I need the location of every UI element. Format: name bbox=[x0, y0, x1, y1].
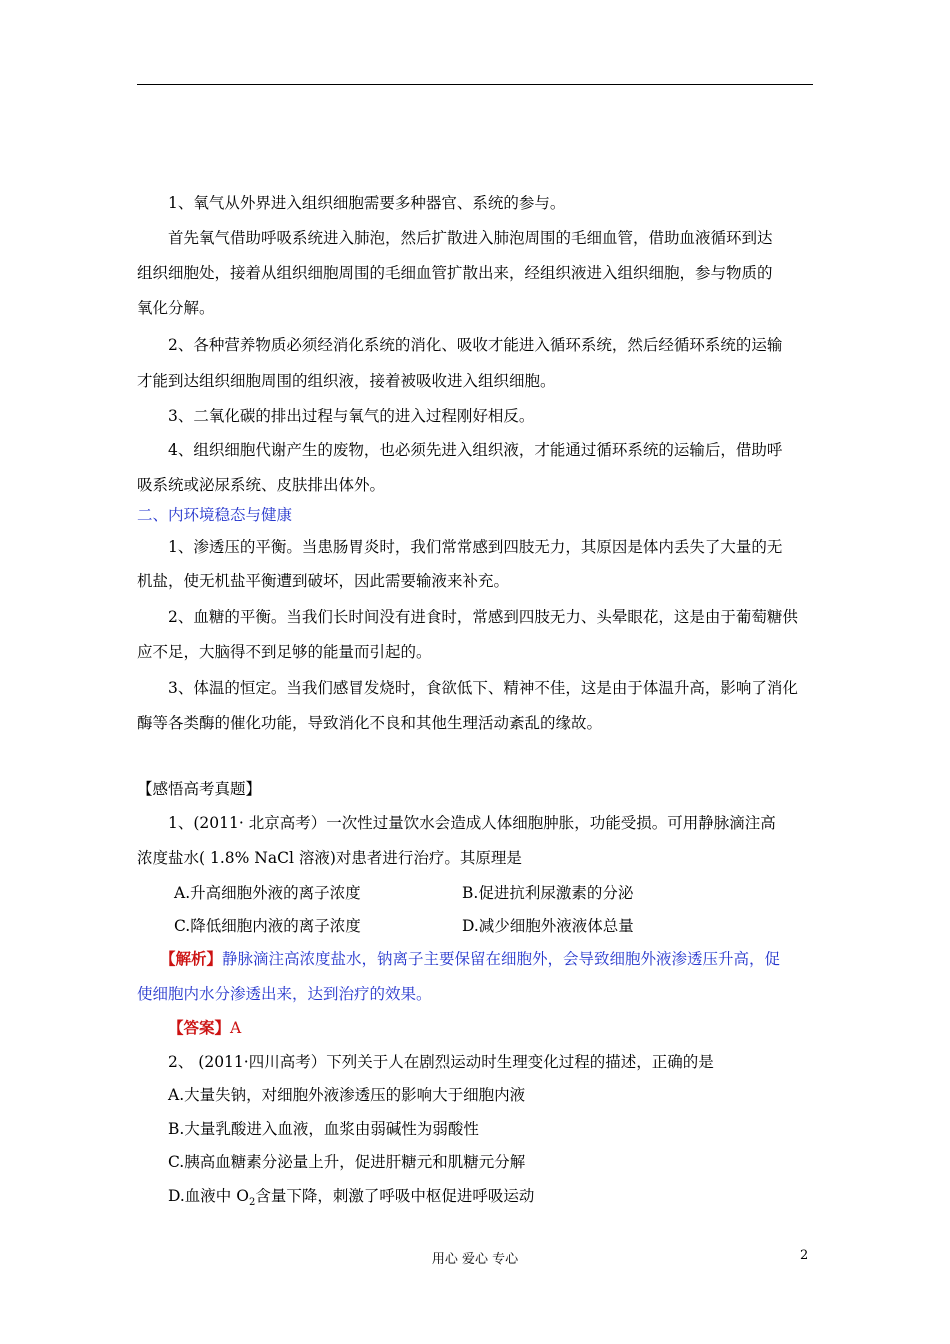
option-c: C.降低细胞内液的离子浓度 bbox=[174, 917, 361, 935]
analysis-line bbox=[160, 948, 838, 970]
option-d-post: 含量下降，刺激了呼吸中枢促进呼吸运动 bbox=[255, 1187, 535, 1205]
option-d-pre: D.血液中 O bbox=[168, 1187, 249, 1205]
option-b: B.促进抗利尿激素的分泌 bbox=[462, 884, 634, 902]
option-c: C.胰高血糖素分泌量上升，促进肝糖元和肌糖元分解 bbox=[168, 1153, 526, 1171]
exam-heading: 【感悟高考真题】 bbox=[137, 780, 262, 798]
page-number: 2 bbox=[800, 1248, 809, 1263]
analysis-text: 静脉滴注高浓度盐水，钠离子主要保留在细胞外，会导致细胞外液渗透压升高，促 bbox=[222, 950, 781, 968]
analysis-line: 使细胞内水分渗透出来，达到治疗的效果。 bbox=[137, 985, 432, 1003]
paragraph-line: 1、渗透压的平衡。当患肠胃炎时，我们常常感到四肢无力，其原因是体内丢失了大量的无 bbox=[168, 538, 783, 556]
option-d: D.减少细胞外液液体总量 bbox=[462, 917, 634, 935]
paragraph-line: 3、体温的恒定。当我们感冒发烧时，食欲低下、精神不佳，这是由于体温升高，影响了消化 bbox=[168, 679, 798, 697]
page-footer: 用心 爱心 专心 bbox=[431, 1252, 519, 1267]
oxygen-subscript: 2 bbox=[248, 1197, 256, 1209]
option-d bbox=[168, 1185, 846, 1214]
paragraph-line: 首先氧气借助呼吸系统进入肺泡，然后扩散进入肺泡周围的毛细血管，借助血液循环到达 bbox=[168, 229, 773, 247]
option-a: A.升高细胞外液的离子浓度 bbox=[174, 884, 361, 902]
paragraph-line: 2、血糖的平衡。当我们长时间没有进食时，常感到四肢无力、头晕眼花，这是由于葡萄糖供 bbox=[168, 608, 798, 626]
analysis-tag: 【解析】 bbox=[160, 949, 223, 968]
paragraph-line: 3、二氧化碳的排出过程与氧气的进入过程刚好相反。 bbox=[168, 407, 535, 425]
answer-tag: 【答案】 bbox=[168, 1018, 231, 1037]
paragraph-line: 4、组织细胞代谢产生的废物，也必须先进入组织液，才能通过循环系统的运输后，借助呼 bbox=[168, 441, 783, 459]
paragraph-line: 2、各种营养物质必须经消化系统的消化、吸收才能进入循环系统，然后经循环系统的运输 bbox=[168, 336, 783, 354]
section-heading: 二、内环境稳态与健康 bbox=[137, 506, 293, 524]
paragraph-line: 应不足，大脑得不到足够的能量而引起的。 bbox=[137, 643, 432, 661]
question-line: 浓度盐水( 1.8% NaCl 溶液)对患者进行治疗。其原理是 bbox=[137, 849, 522, 867]
paragraph-line: 才能到达组织细胞周围的组织液，接着被吸收进入组织细胞。 bbox=[137, 372, 556, 390]
paragraph-line: 酶等各类酶的催化功能，导致消化不良和其他生理活动紊乱的缘故。 bbox=[137, 714, 603, 732]
paragraph-line: 机盐，使无机盐平衡遭到破坏，因此需要输液来补充。 bbox=[137, 572, 510, 590]
answer-line bbox=[168, 1017, 846, 1039]
answer-value: A bbox=[230, 1019, 242, 1037]
paragraph-line: 氧化分解。 bbox=[137, 299, 215, 317]
paragraph-line: 1、氧气从外界进入组织细胞需要多种器官、系统的参与。 bbox=[168, 194, 566, 212]
option-a: A.大量失钠，对细胞外液渗透压的影响大于细胞内液 bbox=[168, 1086, 526, 1104]
option-b: B.大量乳酸进入血液，血浆由弱碱性为弱酸性 bbox=[168, 1120, 479, 1138]
header-rule bbox=[137, 84, 813, 85]
paragraph-line: 吸系统或泌尿系统、皮肤排出体外。 bbox=[137, 476, 386, 494]
paragraph-line: 组织细胞处，接着从组织细胞周围的毛细血管扩散出来，经组织液进入组织细胞，参与物质的 bbox=[137, 264, 773, 282]
question-line: 2、 (2011·四川高考）下列关于人在剧烈运动时生理变化过程的描述，正确的是 bbox=[168, 1053, 714, 1071]
question-line: 1、(2011· 北京高考）一次性过量饮水会造成人体细胞肿胀，功能受损。可用静脉滴注高 bbox=[168, 814, 776, 832]
